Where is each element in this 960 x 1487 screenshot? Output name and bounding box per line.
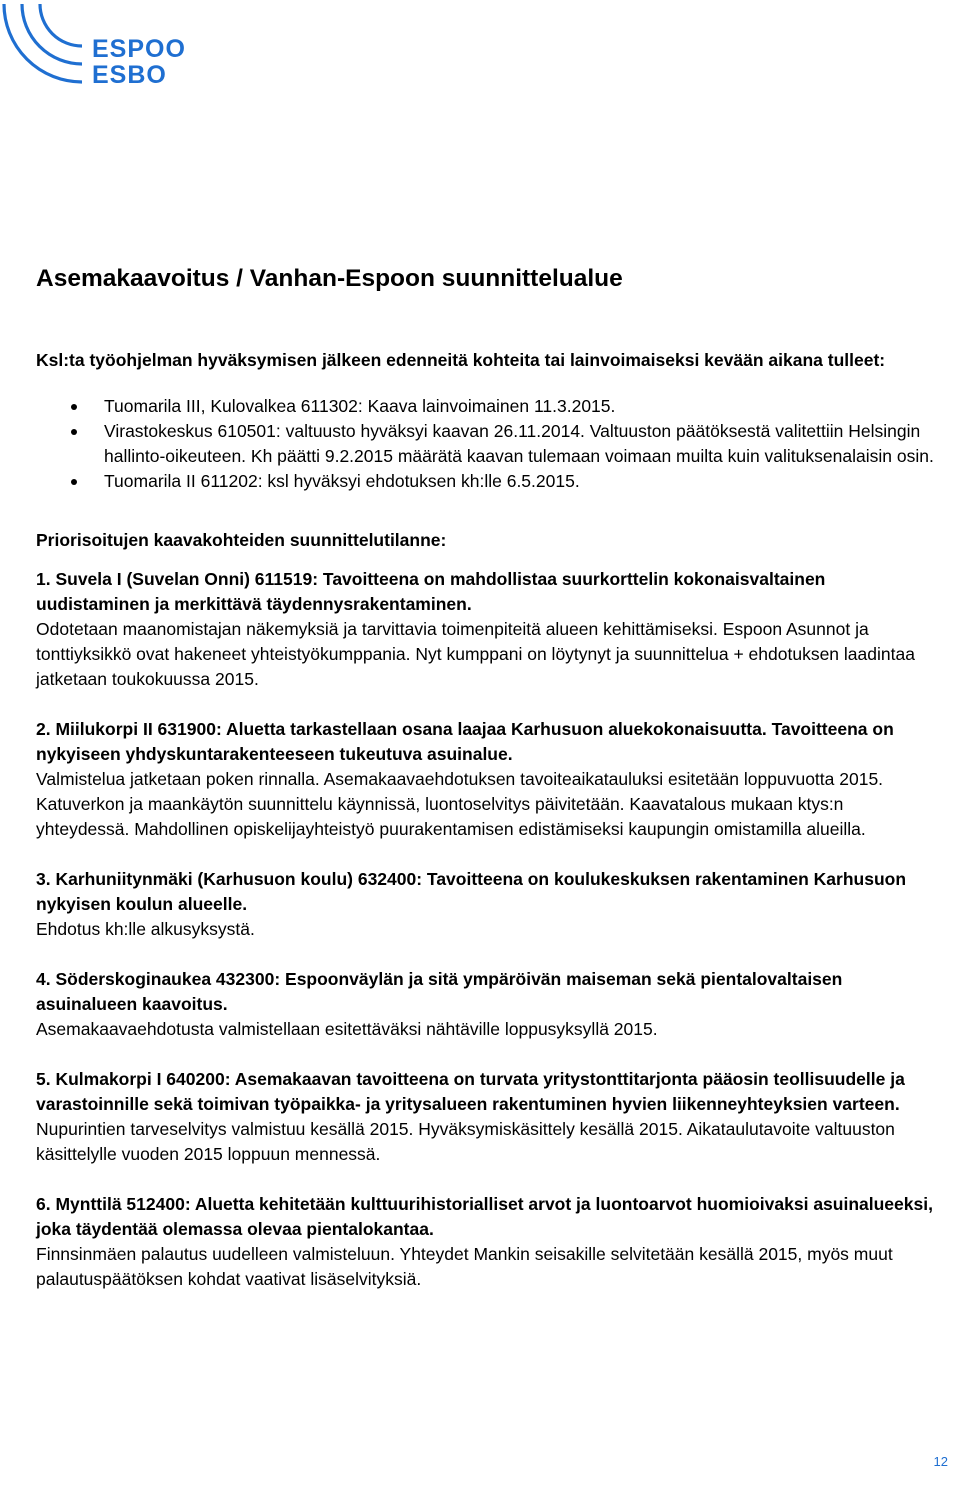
item-body: Asemakaavaehdotusta valmistellaan esitettäväksi nähtäville loppusyksyllä 2015.: [36, 1019, 658, 1039]
item-body: Odotetaan maanomistajan näkemyksiä ja tarvittavia toimenpiteitä alueen kehittämiseksi. Espoon Asunnot ja tonttiyksikkö ovat hakeneet yhteistyökumppania. Nyt kumppani on löytynyt ja suunnittelua + ehdotuksen laadintaa jatketaan toukokuussa 2015.: [36, 619, 915, 689]
bullet-icon: [71, 479, 77, 485]
list-item: [36, 419, 936, 469]
item-heading: 6. Mynttilä 512400: Aluetta kehitetään kulttuurihistorialliset arvot ja luontoarvot huomioivaksi asuinalueeksi, joka täydentää olemassa olevaa pientalokantaa.: [36, 1194, 933, 1239]
page-title: Asemakaavoitus / Vanhan-Espoon suunnittelualue: [36, 265, 623, 292]
page-number: 12: [933, 1454, 948, 1469]
logo-text-espoo: ESPOO: [92, 35, 186, 63]
priority-item-6: [36, 1192, 936, 1292]
priority-item-1: [36, 567, 936, 692]
bullet-icon: [71, 429, 77, 435]
intro-paragraph: Ksl:ta työohjelman hyväksymisen jälkeen edenneitä kohteita tai lainvoimaiseksi kevään aikana tulleet:: [36, 350, 886, 370]
item-body: Finnsinmäen palautus uudelleen valmisteluun. Yhteydet Mankin seisakille selvitetään kesällä 2015, myös muut palautuspäätöksen kohdat vaativat lisäselvityksiä.: [36, 1244, 893, 1289]
item-body: Valmistelua jatketaan poken rinnalla. Asemakaavaehdotuksen tavoiteaikatauluksi esitetään loppuvuotta 2015. Katuverkon ja maankäytön suunnittelu käynnissä, luontoselvitys päivitetään. Kaavatalous mukaan ktys:n yhteydessä. Mahdollinen opiskelijayhteistyö puurakentamisen edistämiseksi kaupungin omistamilla alueilla.: [36, 769, 884, 839]
section-heading: Priorisoitujen kaavakohteiden suunnittelutilanne:: [36, 530, 447, 550]
priority-item-5: [36, 1067, 936, 1167]
priority-item-3: [36, 867, 936, 942]
bullet-icon: [71, 404, 77, 410]
list-item: [36, 469, 936, 494]
priority-item-2: [36, 717, 936, 842]
item-heading: 4. Söderskoginaukea 432300: Espoonväylän ja sitä ympäröivän maiseman sekä pientalovaltaisen asuinalueen kaavoitus.: [36, 969, 843, 1014]
bullet-list: [36, 394, 936, 494]
item-heading: 5. Kulmakorpi I 640200: Asemakaavan tavoitteena on turvata yritystonttitarjonta pääosin teollisuudelle ja varastoinnille sekä toimivan työpaikka- ja yritysalueen rakentuminen hyvien liikenneyhteyksien varteen.: [36, 1069, 905, 1114]
list-item: [36, 394, 936, 419]
item-body: Nupurintien tarveselvitys valmistuu kesällä 2015. Hyväksymiskäsittely kesällä 2015. Aikataulutavoite valtuuston käsittelylle vuoden 2015 loppuun mennessä.: [36, 1119, 895, 1164]
bullet-text: Tuomarila II 611202: ksl hyväksyi ehdotuksen kh:lle 6.5.2015.: [104, 471, 580, 491]
item-heading: 3. Karhuniitynmäki (Karhusuon koulu) 632400: Tavoitteena on koulukeskuksen rakentaminen Karhusuon nykyisen koulun alueelle.: [36, 869, 907, 914]
espoo-logo: [0, 0, 200, 90]
bullet-text: Tuomarila III, Kulovalkea 611302: Kaava lainvoimainen 11.3.2015.: [104, 396, 616, 416]
document-body: [36, 262, 936, 1292]
logo-arc-icon: [0, 0, 90, 90]
item-heading: 2. Miilukorpi II 631900: Aluetta tarkastellaan osana laajaa Karhusuon aluekokonaisuutta. Tavoitteena on nykyiseen yhdyskuntarakenteeseen tukeutuva asuinalue.: [36, 719, 894, 764]
item-body: Ehdotus kh:lle alkusyksystä.: [36, 919, 255, 939]
priority-item-4: [36, 967, 936, 1042]
item-heading: 1. Suvela I (Suvelan Onni) 611519: Tavoitteena on mahdollistaa suurkorttelin kokonaisvaltainen uudistaminen ja merkittävä täydennysrakentaminen.: [36, 569, 826, 614]
bullet-text: Virastokeskus 610501: valtuusto hyväksyi kaavan 26.11.2014. Valtuuston päätöksestä valitettiin Helsingin hallinto-oikeuteen. Kh päätti 9.2.2015 määrätä kaavan tulemaan voimaan muilta kuin valituksenalaisin osin.: [104, 421, 934, 466]
logo-text-esbo: ESBO: [92, 61, 167, 89]
